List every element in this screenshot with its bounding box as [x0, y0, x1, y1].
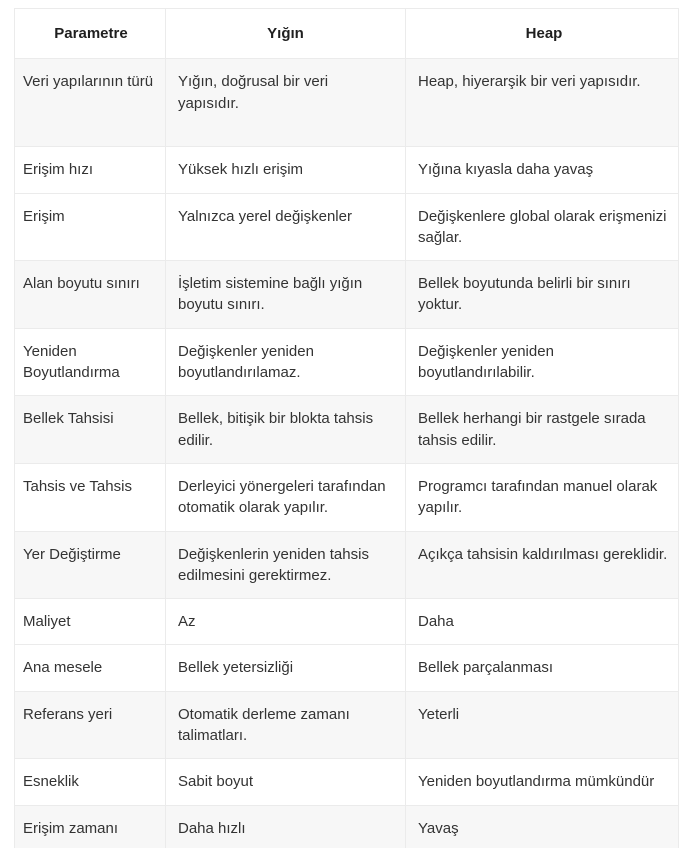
- cell-stack-value: Yüksek hızlı erişim: [165, 147, 405, 192]
- cell-stack-value: Bellek, bitişik bir blokta tahsis edilir.: [165, 396, 405, 463]
- table-row: [15, 193, 678, 261]
- cell-heap-value: Programcı tarafından manuel olarak yapılır.: [405, 464, 678, 531]
- cell-heap-value: Yeterli: [405, 692, 678, 759]
- cell-stack-value: Sabit boyut: [165, 759, 405, 804]
- cell-heap-value: Heap, hiyerarşik bir veri yapısıdır.: [405, 59, 678, 146]
- table-row: [15, 758, 678, 804]
- cell-stack-value: Otomatik derleme zamanı talimatları.: [165, 692, 405, 759]
- table-row: [15, 395, 678, 463]
- table-header-row: [15, 9, 678, 58]
- cell-stack-value: Değişkenler yeniden boyutlandırılamaz.: [165, 329, 405, 396]
- table-row: [15, 805, 678, 848]
- table-row: [15, 598, 678, 644]
- cell-heap-value: Bellek herhangi bir rastgele sırada tahsis edilir.: [405, 396, 678, 463]
- cell-parameter: Ana mesele: [23, 659, 103, 677]
- table-row: [15, 328, 678, 396]
- cell-heap-value: Yavaş: [405, 806, 678, 848]
- cell-heap-value: Değişkenler yeniden boyutlandırılabilir.: [405, 329, 678, 396]
- column-header-yigin: Yığın: [165, 9, 405, 58]
- cell-parameter: Alan boyutu sınırı: [23, 275, 140, 293]
- table-row: [15, 644, 678, 690]
- cell-parameter: Bellek Tahsisi: [23, 410, 114, 428]
- cell-heap-value: Daha: [405, 599, 678, 644]
- comparison-table: [14, 8, 679, 848]
- cell-parameter: Tahsis ve Tahsis: [23, 477, 132, 495]
- cell-parameter: Veri yapılarının türü: [23, 73, 154, 91]
- cell-heap-value: Bellek parçalanması: [405, 645, 678, 690]
- cell-parameter: Yer Değiştirme: [23, 545, 121, 563]
- cell-parameter: Maliyet: [23, 613, 71, 631]
- cell-parameter: Referans yeri: [23, 705, 113, 723]
- cell-stack-value: Bellek yetersizliği: [165, 645, 405, 690]
- cell-heap-value: Yığına kıyasla daha yavaş: [405, 147, 678, 192]
- cell-stack-value: Az: [165, 599, 405, 644]
- cell-heap-value: Değişkenlere global olarak erişmenizi sağlar.: [405, 194, 678, 261]
- table-row: [15, 463, 678, 531]
- cell-stack-value: Değişkenlerin yeniden tahsis edilmesini gerektirmez.: [165, 532, 405, 599]
- table-row: [15, 260, 678, 328]
- cell-heap-value: Yeniden boyutlandırma mümkündür: [405, 759, 678, 804]
- table-row: [15, 58, 678, 146]
- column-header-heap: Heap: [405, 9, 678, 58]
- table-row: [15, 531, 678, 599]
- table-row: [15, 146, 678, 192]
- cell-parameter: Erişim hızı: [23, 161, 94, 179]
- cell-stack-value: İşletim sistemine bağlı yığın boyutu sınırı.: [165, 261, 405, 328]
- cell-parameter: Esneklik: [23, 773, 79, 791]
- cell-stack-value: Yalnızca yerel değişkenler: [165, 194, 405, 261]
- cell-parameter: Erişim: [23, 207, 65, 225]
- cell-parameter: Erişim zamanı: [23, 819, 119, 837]
- cell-heap-value: Bellek boyutunda belirli bir sınırı yoktur.: [405, 261, 678, 328]
- cell-stack-value: Derleyici yönergeleri tarafından otomatik olarak yapılır.: [165, 464, 405, 531]
- cell-stack-value: Daha hızlı: [165, 806, 405, 848]
- cell-heap-value: Açıkça tahsisin kaldırılması gereklidir.: [405, 532, 678, 599]
- column-header-parametre: Parametre: [54, 25, 128, 42]
- table-row: [15, 691, 678, 759]
- cell-parameter: Yeniden Boyutlandırma: [23, 342, 120, 382]
- cell-stack-value: Yığın, doğrusal bir veri yapısıdır.: [165, 59, 405, 146]
